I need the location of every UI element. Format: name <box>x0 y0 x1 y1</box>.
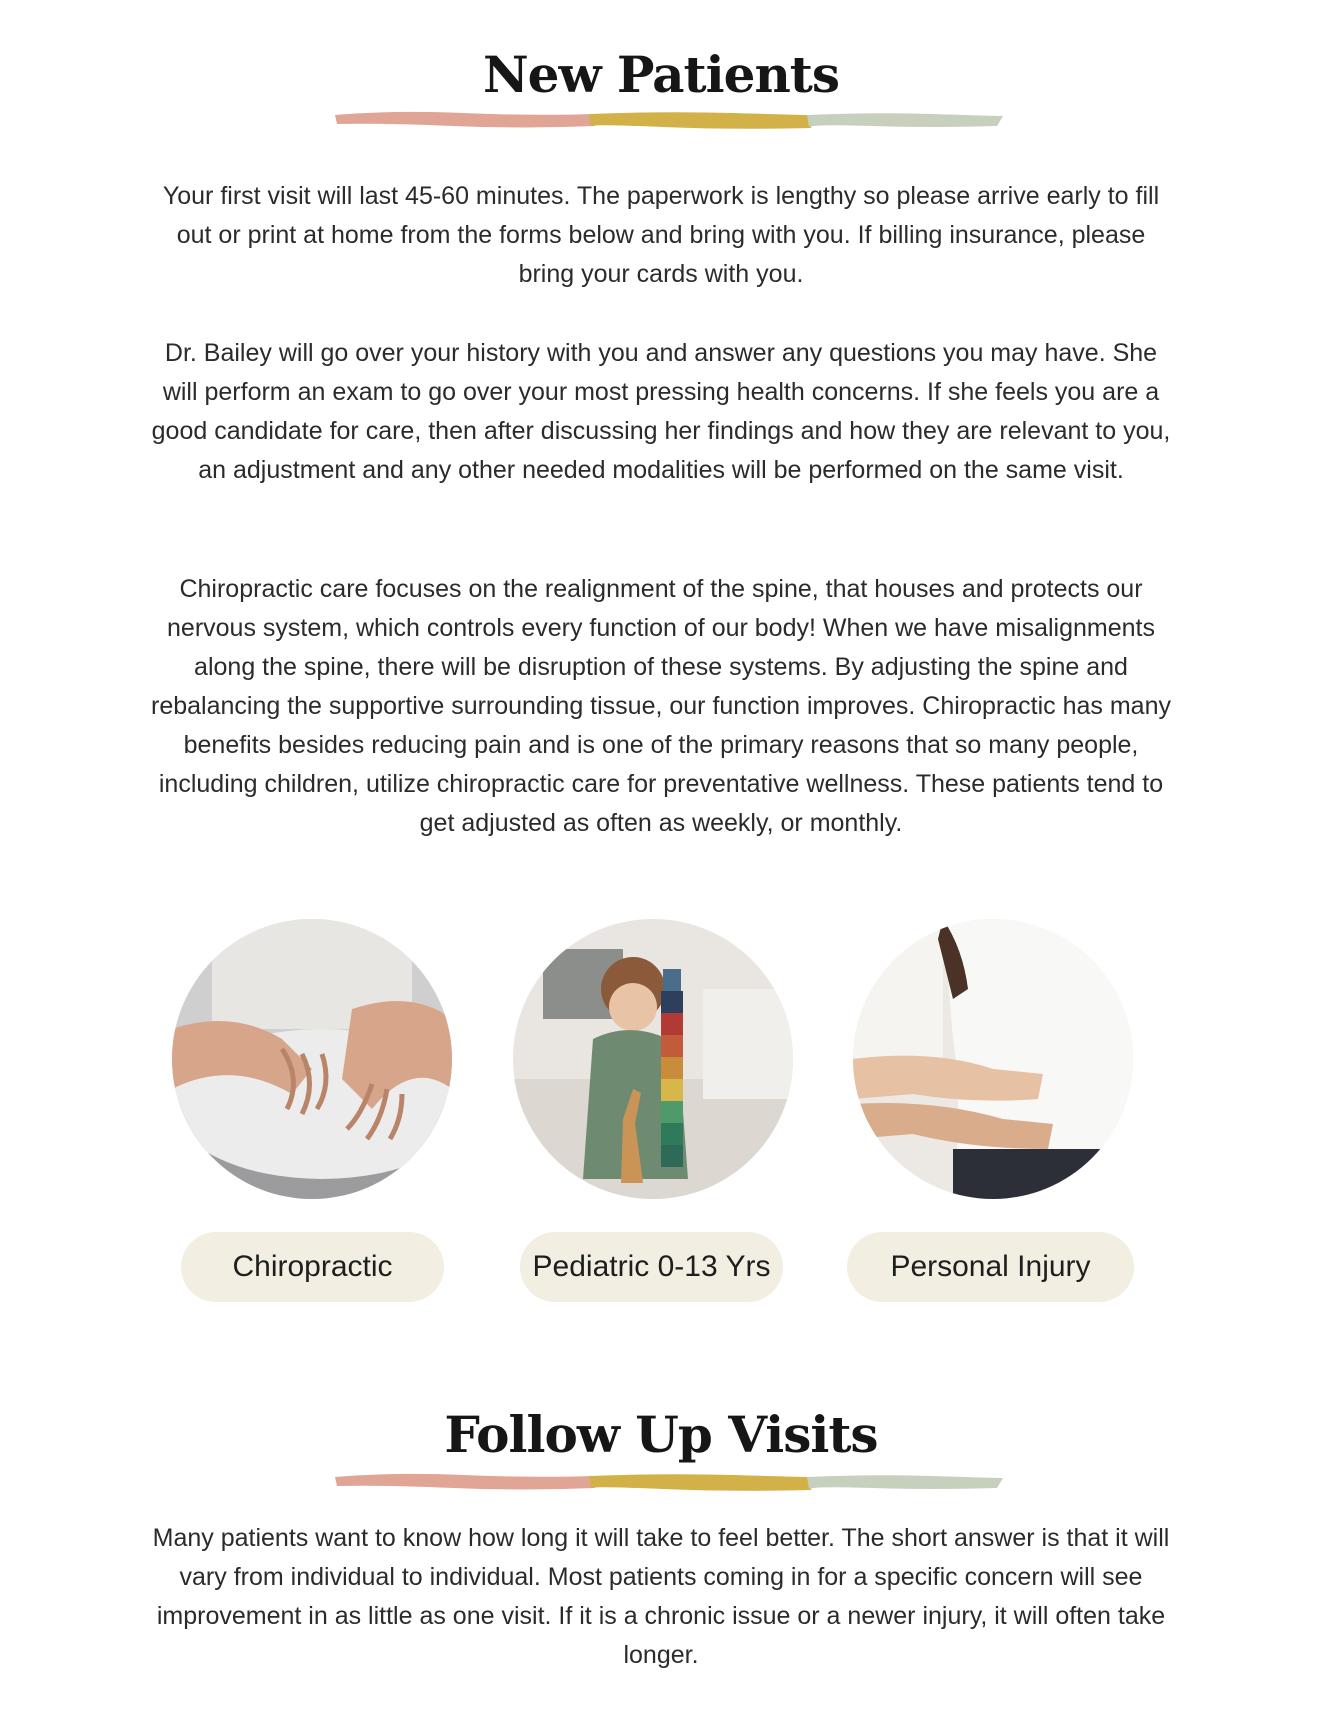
back-pain-photo <box>853 919 1133 1199</box>
brush-stroke-divider <box>333 107 1005 131</box>
child-stacking-blocks-photo <box>513 919 793 1199</box>
follow-up-paragraph-1: Many patients want to know how long it will take to feel better. The short answer is that it will vary from individual to individual. Most patients coming in for a specific concern will see improvement in as little as one visit. If it is a chronic issue or a newer injury, it will often take longer. <box>152 1524 1170 1669</box>
new-patients-paragraph-3: Chiropractic care focuses on the realignment of the spine, that houses and protects our nervous system, which controls every function of our body! When we have misalignments along the spine, there will be disruption of these systems. By adjusting the spine and rebalancing the supportive surrounding tissue, our function improves. Chiropractic has many benefits besides reducing pain and is one of the primary reasons that so many people, including children, utilize chiropractic care for preventative wellness. These patients tend to get adjusted as often as weekly, or monthly. <box>151 575 1171 837</box>
pediatric-button[interactable]: Pediatric 0-13 Yrs <box>520 1232 783 1302</box>
chiropractic-button[interactable]: Chiropractic <box>181 1232 444 1302</box>
brush-stroke-divider <box>333 1469 1005 1493</box>
new-patients-paragraph-2: Dr. Bailey will go over your history with you and answer any questions you may have. She will perform an exam to go over your most pressing health concerns. If she feels you are a good candidate for care, then after discussing her findings and how they are relevant to you, an adjustment and any other needed modalities will be performed on the same visit. <box>151 339 1171 484</box>
new-patients-paragraph-1: Your first visit will last 45-60 minutes. The paperwork is lengthy so please arrive early to fill out or print at home from the forms below and bring with you. If billing insurance, please bring your cards with you. <box>162 182 1160 288</box>
chiropractic-adjustment-photo <box>172 919 452 1199</box>
new-patients-title: New Patients <box>482 45 840 104</box>
personal-injury-button[interactable]: Personal Injury <box>847 1232 1134 1302</box>
follow-up-visits-title: Follow Up Visits <box>444 1405 878 1464</box>
